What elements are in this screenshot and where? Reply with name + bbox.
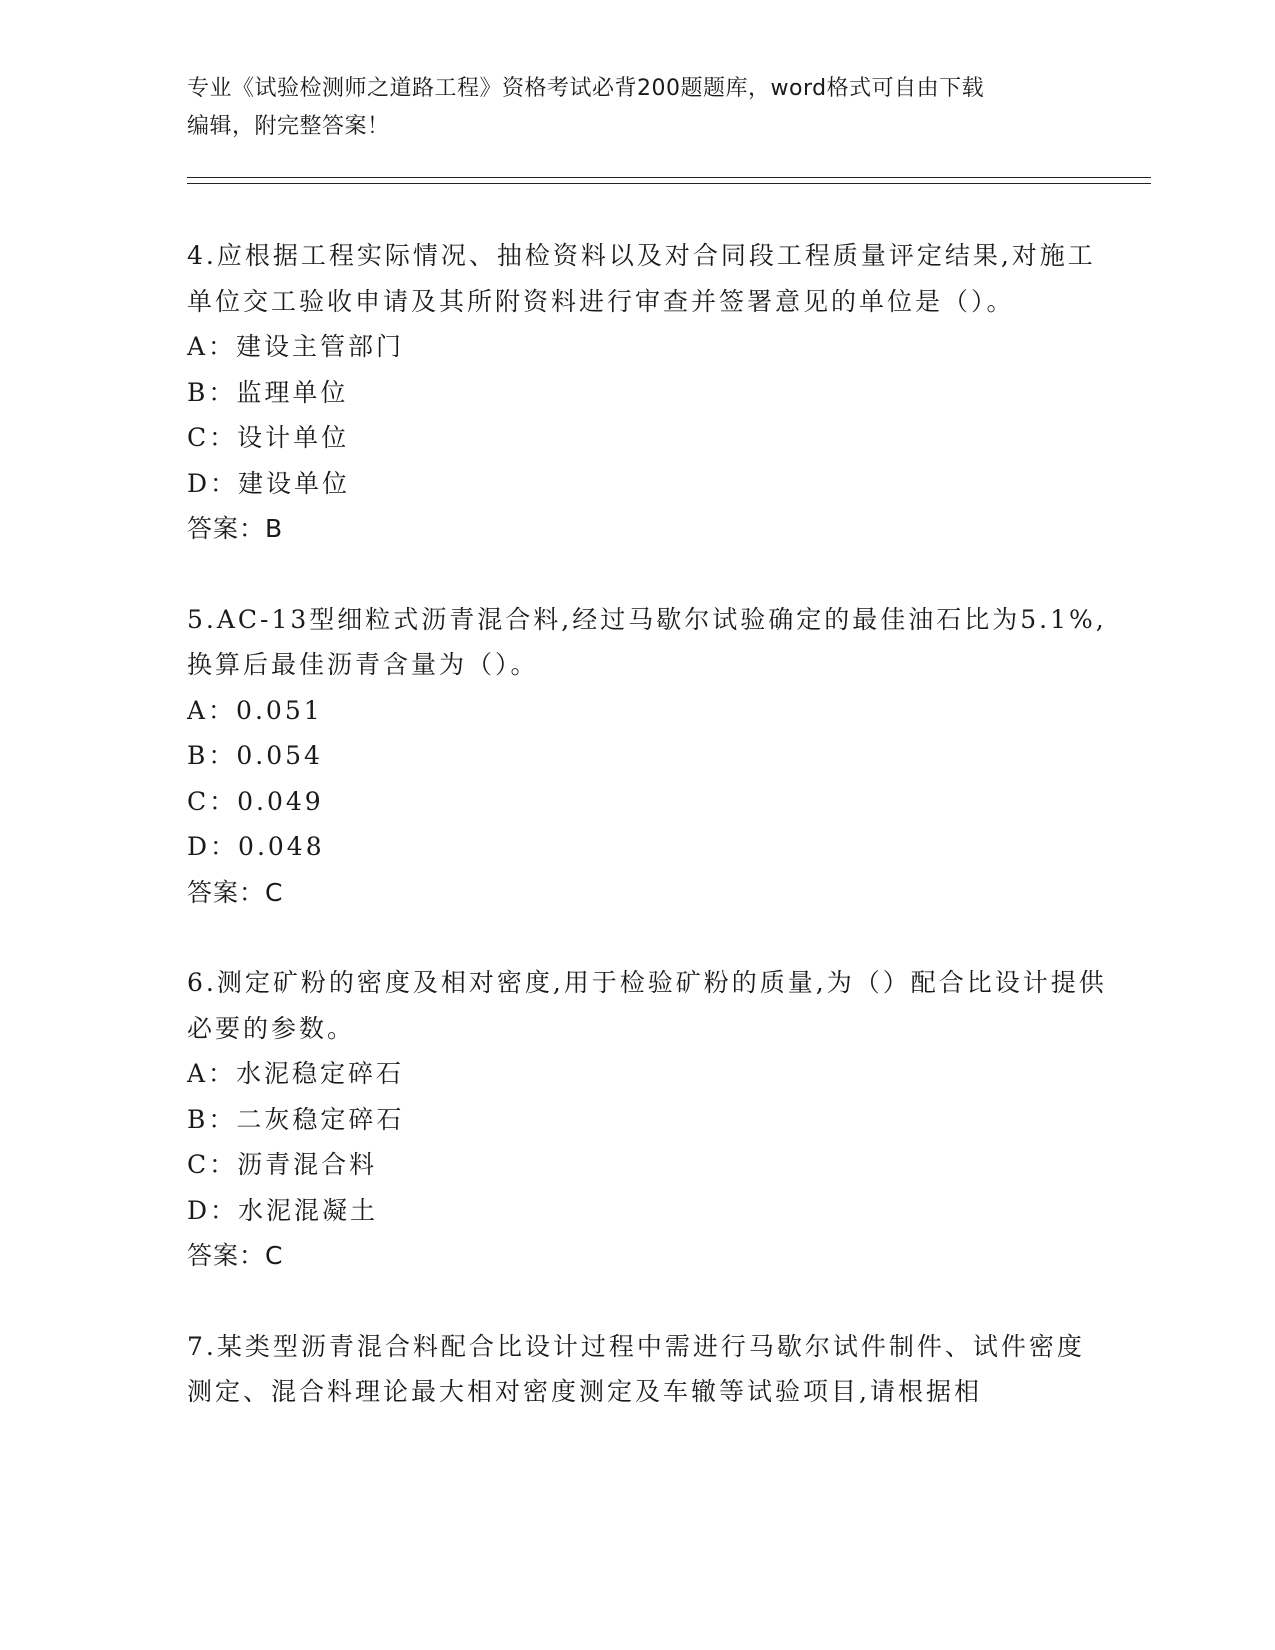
option-b: B：监理单位	[187, 377, 349, 407]
option-c: C：设计单位	[187, 423, 350, 452]
option-d: D：水泥混凝土	[187, 1195, 379, 1225]
option-a: A：水泥稳定碎石	[187, 1059, 405, 1088]
answer: 答案：C	[187, 877, 284, 907]
answer: 答案：B	[187, 514, 284, 543]
option-c: C：沥青混合料	[187, 1150, 378, 1179]
option-b: B：二灰稳定碎石	[187, 1104, 405, 1134]
question-text: 7.某类型沥青混合料配合比设计过程中需进行马歇尔试件制件、试件密度测定、混合料理论最大相对密度测定及车辙等试验项目,请根据相	[187, 1331, 1085, 1406]
question-7	[187, 1324, 1107, 1415]
option-a: A：建设主管部门	[187, 332, 405, 361]
option-a: A：0.051	[187, 695, 323, 725]
question-5	[187, 597, 1107, 916]
question-text: 6.测定矿粉的密度及相对密度,用于检验矿粉的质量,为（）配合比设计提供必要的参数。	[187, 968, 1107, 1043]
question-text: 5.AC-13型细粒式沥青混合料,经过马歇尔试验确定的最佳油石比为5.1%,换算后最佳沥青含量为（）。	[187, 604, 1107, 679]
header-divider	[187, 177, 1151, 184]
question-4	[187, 233, 1107, 552]
document-header	[187, 70, 1087, 146]
header-line-1: 专业《试验检测师之道路工程》资格考试必背200题题库，word格式可自由下载	[187, 76, 985, 101]
header-line-2: 编辑，附完整答案！	[187, 114, 390, 139]
question-6	[187, 960, 1107, 1279]
question-list	[187, 233, 1107, 1460]
option-b: B：0.054	[187, 741, 323, 770]
option-d: D：0.048	[187, 832, 325, 861]
option-c: C：0.049	[187, 786, 324, 816]
question-text: 4.应根据工程实际情况、抽检资料以及对合同段工程质量评定结果,对施工单位交工验收申请及其所附资料进行审查并签署意见的单位是（）。	[187, 241, 1096, 316]
option-d: D：建设单位	[187, 468, 351, 498]
answer: 答案：C	[187, 1241, 284, 1270]
